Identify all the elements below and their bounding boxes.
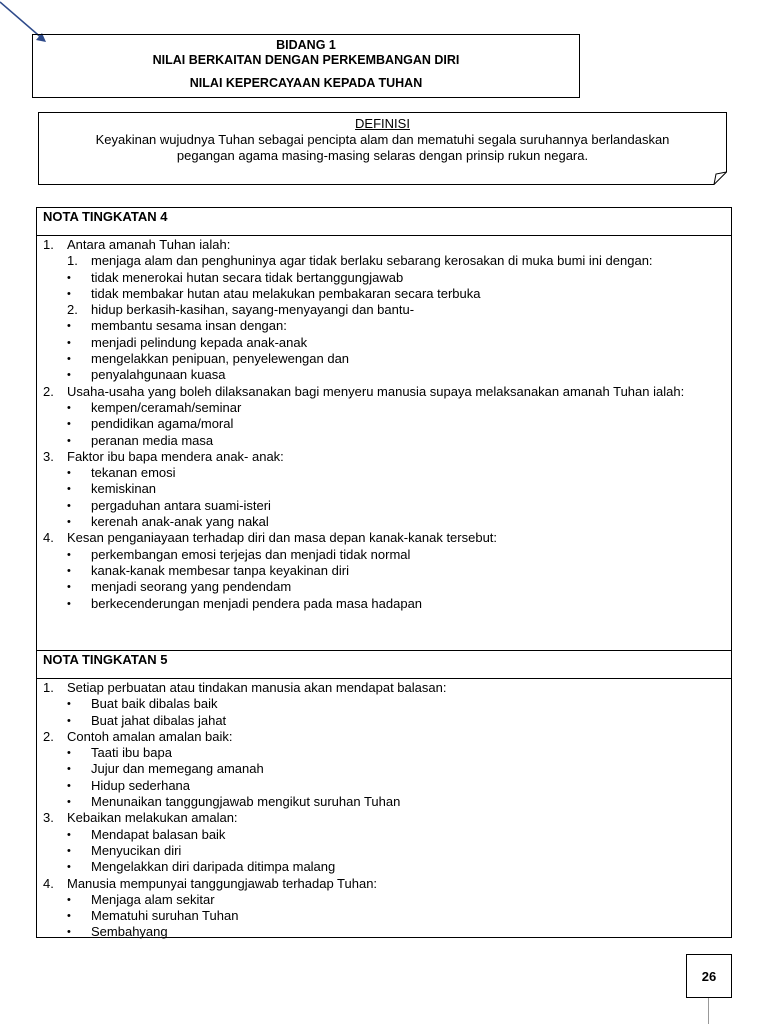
list-item-text: Hidup sederhana [91,777,191,793]
numbered-item [43,729,725,745]
list-marker: • [67,499,71,512]
title-line-2: NILAI BERKAITAN DENGAN PERKEMBANGAN DIRI [152,53,460,67]
list-item-text: Mendapat balasan baik [91,826,226,842]
list-item-text: Manusia mempunyai tanggungjawab terhadap Tuhan: [67,875,378,891]
list-marker: • [67,271,71,284]
list-marker: • [67,516,71,529]
list-marker: 3. [43,448,54,464]
numbered-item [43,384,725,400]
bullet-item [43,908,725,924]
tingkatan-4-list [43,237,725,612]
list-item-text: tekanan emosi [91,465,176,481]
numbered-item [43,810,725,826]
list-item-text: Usaha-usaha yang boleh dilaksanakan bagi menyeru manusia supaya melaksanakan amanah Tuhan ialah: [67,383,685,399]
list-item-text: Kesan penganiayaan terhadap diri dan masa depan kanak-kanak tersebut: [67,530,498,546]
numbered-item [43,253,725,269]
list-marker: • [67,564,71,577]
list-item-text: Menyucikan diri [91,842,182,858]
numbered-item [43,680,725,696]
bullet-item [43,579,725,595]
list-item-text: kempen/ceramah/seminar [91,399,242,415]
bullet-item [43,745,725,761]
list-marker: • [67,763,71,776]
numbered-item [43,530,725,546]
bullet-item [43,563,725,579]
bullet-item [43,351,725,367]
list-marker: 4. [43,530,54,546]
numbered-item [43,449,725,465]
list-marker: • [67,779,71,792]
bullet-item [43,286,725,302]
list-item-text: kanak-kanak membesar tanpa keyakinan diri [91,562,349,578]
bullet-item [43,400,725,416]
bullet-item [43,696,725,712]
list-marker: • [67,714,71,727]
title-line-3: NILAI KEPERCAYAAN KEPADA TUHAN [189,76,423,90]
list-marker: • [67,483,71,496]
bullet-item [43,498,725,514]
list-item-text: Menjaga alam sekitar [91,891,215,907]
list-item-text: Kebaikan melakukan amalan: [67,810,238,826]
list-marker: • [67,418,71,431]
list-marker: • [67,581,71,594]
list-item-text: perkembangan emosi terjejas dan menjadi tidak normal [91,546,411,562]
definition-line-1: Keyakinan wujudnya Tuhan sebagai pencipta alam dan mematuhi segala suruhannya berlandaskan [95,132,670,147]
definition-heading: DEFINISI [355,116,410,131]
tingkatan-5-list [43,680,725,941]
bullet-item [43,335,725,351]
list-item-text: menjaga alam dan penghuninya agar tidak berlaku sebarang kerosakan di muka bumi ini dengan: [91,253,653,269]
bullet-item [43,481,725,497]
notes-table [36,207,732,938]
page-number-box [686,954,732,998]
list-item-text: Antara amanah Tuhan ialah: [67,237,231,252]
list-item-text: peranan media masa [91,432,214,448]
list-marker: • [67,548,71,561]
bullet-item [43,859,725,875]
title-line-1: BIDANG 1 [276,38,336,52]
list-marker: • [67,828,71,841]
list-marker: 2. [43,728,54,744]
numbered-item [43,237,725,253]
list-marker: 1. [43,237,54,252]
bullet-item [43,924,725,940]
list-item-text: pendidikan agama/moral [91,416,234,432]
list-marker: 2. [67,302,78,318]
list-item-text: berkecenderungan menjadi pendera pada masa hadapan [91,595,423,611]
list-item-text: Menunaikan tanggungjawab mengikut suruhan Tuhan [91,794,401,810]
list-item-text: Contoh amalan amalan baik: [67,728,233,744]
list-item-text: Buat jahat dibalas jahat [91,712,227,728]
list-marker: • [67,597,71,610]
list-item-text: penyalahgunaan kuasa [91,367,226,383]
bullet-item [43,778,725,794]
bullet-item [43,892,725,908]
list-item-text: Sembahyang [91,924,168,940]
bullet-item [43,547,725,563]
list-item-text: Setiap perbuatan atau tindakan manusia akan mendapat balasan: [67,680,447,695]
bullet-item [43,433,725,449]
bullet-item [43,270,725,286]
bullet-item [43,465,725,481]
section-body-tingkatan-4 [37,236,731,651]
title-box [32,34,580,98]
list-item-text: pergaduhan antara suami-isteri [91,497,271,513]
list-marker: • [67,434,71,447]
list-item-text: hidup berkasih-kasihan, sayang-menyayangi dan bantu- [91,302,415,318]
list-item-text: membantu sesama insan dengan: [91,318,287,334]
section-header-tingkatan-5: NOTA TINGKATAN 5 [37,651,731,679]
list-marker: 3. [43,810,54,826]
list-marker: • [67,844,71,857]
list-marker: • [67,320,71,333]
bullet-item [43,596,725,612]
list-marker: • [67,287,71,300]
page-tick-line [708,998,709,1024]
list-item-text: tidak membakar hutan atau melakukan pembakaran secara terbuka [91,285,481,301]
list-item-text: Mematuhi suruhan Tuhan [91,908,239,924]
list-marker: 4. [43,875,54,891]
section-header-tingkatan-4: NOTA TINGKATAN 4 [37,208,731,236]
list-marker: • [67,893,71,906]
list-marker: • [67,910,71,923]
list-item-text: mengelakkan penipuan, penyelewengan dan [91,351,350,367]
bullet-item [43,416,725,432]
list-marker: • [67,796,71,809]
list-item-text: Jujur dan memegang amanah [91,761,264,777]
list-marker: • [67,467,71,480]
list-marker: • [67,861,71,874]
list-marker: • [67,698,71,711]
bullet-item [43,761,725,777]
list-marker: 1. [67,253,78,269]
bullet-item [43,843,725,859]
bullet-item [43,367,725,383]
bullet-item [43,318,725,334]
list-marker: • [67,353,71,366]
list-marker: • [67,369,71,382]
numbered-item [43,302,725,318]
list-marker: 1. [43,680,54,695]
bullet-item [43,713,725,729]
bullet-item [43,514,725,530]
list-item-text: Buat baik dibalas baik [91,696,218,712]
list-marker: 2. [43,383,54,399]
list-marker: • [67,401,71,414]
list-item-text: kerenah anak-anak yang nakal [91,514,269,530]
definition-line-2: pegangan agama masing-masing selaras dengan prinsip rukun negara. [176,148,589,163]
list-item-text: Faktor ibu bapa mendera anak- anak: [67,448,284,464]
list-marker: • [67,926,71,939]
list-item-text: menjadi seorang yang pendendam [91,579,292,595]
list-marker: • [67,747,71,760]
list-item-text: tidak menerokai hutan secara tidak bertanggungjawab [91,269,404,285]
page-number: 26 [701,968,717,984]
section-body-tingkatan-5 [37,679,731,940]
bullet-item [43,827,725,843]
definition-box [38,112,727,185]
bullet-item [43,794,725,810]
list-item-text: Mengelakkan diri daripada ditimpa malang [91,859,336,875]
list-item-text: menjadi pelindung kepada anak-anak [91,334,308,350]
numbered-item [43,876,725,892]
list-item-text: Taati ibu bapa [91,745,172,761]
list-marker: • [67,336,71,349]
list-item-text: kemiskinan [91,481,157,497]
